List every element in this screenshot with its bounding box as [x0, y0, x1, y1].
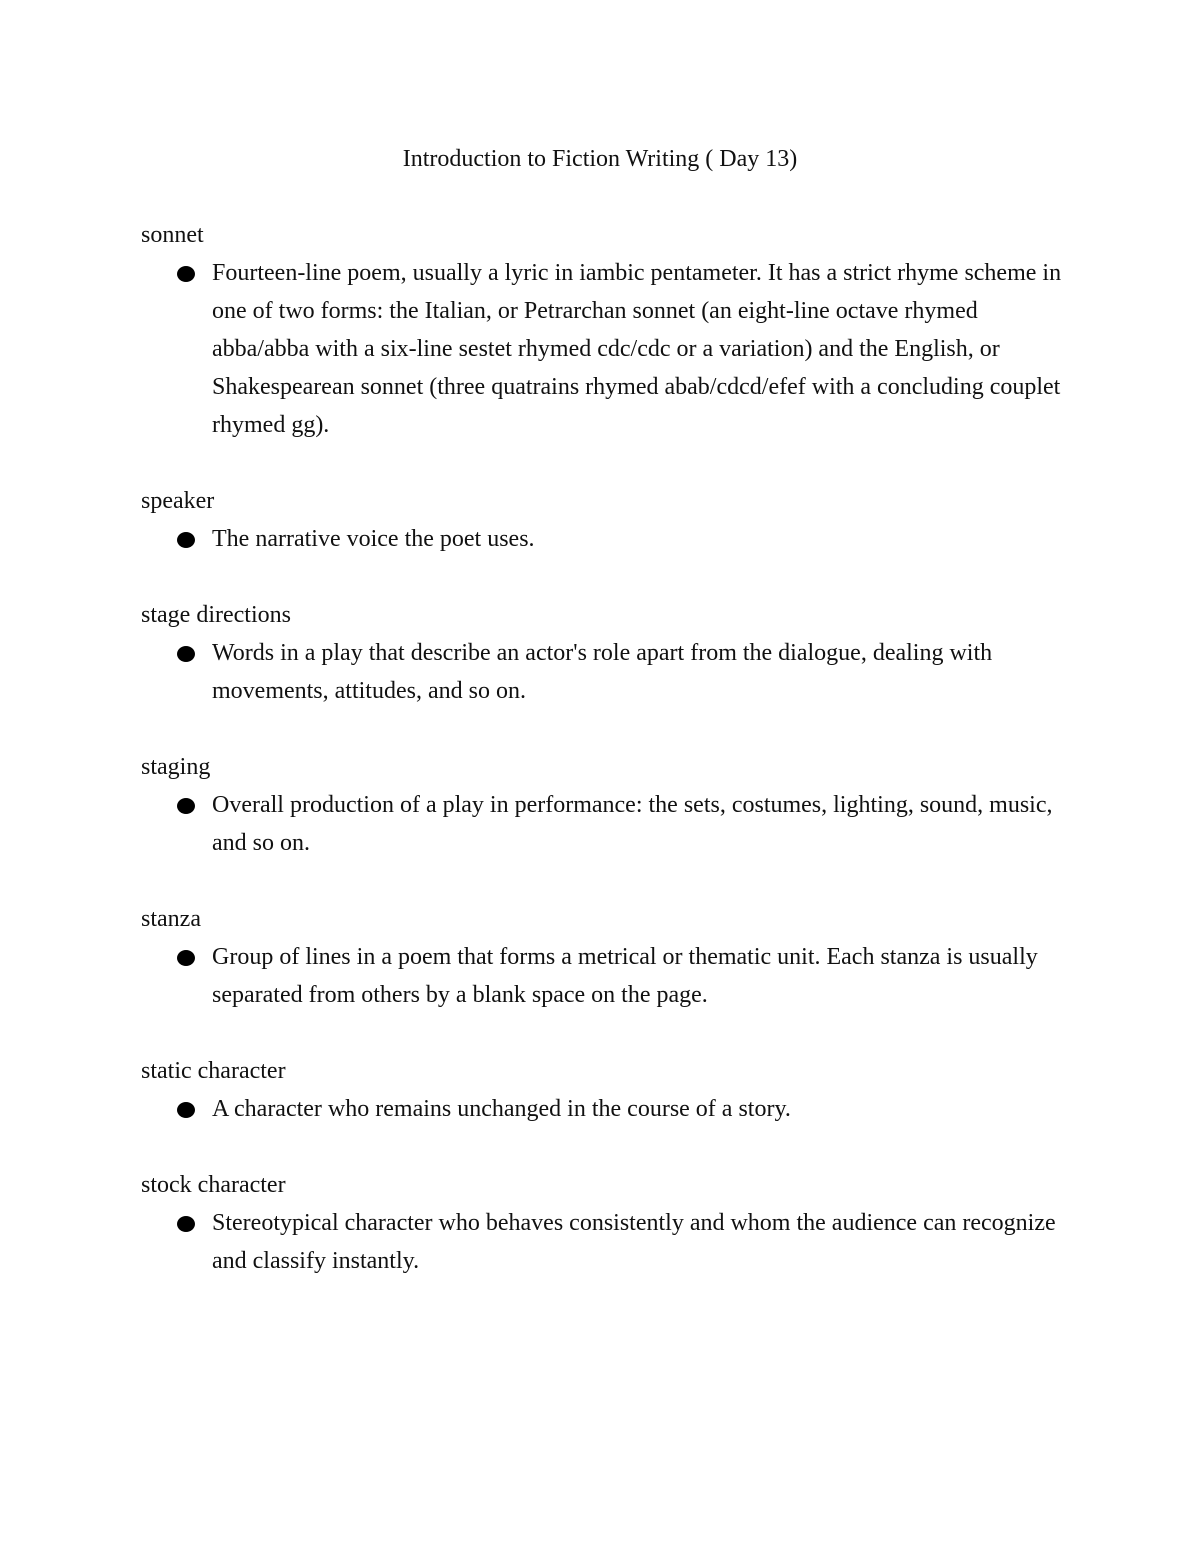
- definition-list: [141, 1090, 1071, 1128]
- term-label: static character: [141, 1058, 286, 1084]
- definition-list: [141, 254, 1071, 444]
- definition-text: A character who remains unchanged in the course of a story.: [212, 1096, 791, 1122]
- bullet-icon: [177, 1216, 195, 1232]
- glossary-entry-sonnet: [141, 216, 1071, 444]
- definition-list: [141, 520, 1071, 558]
- glossary-entry-stock-character: [141, 1166, 1071, 1280]
- definition-item: [141, 938, 1071, 1014]
- glossary-entry-stanza: [141, 900, 1071, 1014]
- definition-text: Fourteen-line poem, usually a lyric in iambic pentameter. It has a strict rhyme scheme in one of two forms: the Italian, or Petrarchan sonnet (an eight-line octave rhymed abba/abba with a six-line sestet rhymed cdc/cdc or a variation) and the English, or Shakespearean sonnet (three quatrains rhymed abab/cdcd/efef with a concluding couplet rhymed gg).: [212, 260, 1062, 438]
- bullet-icon: [177, 1102, 195, 1118]
- definition-text: Words in a play that describe an actor's role apart from the dialogue, dealing with movements, attitudes, and so on.: [212, 640, 993, 704]
- term-label: sonnet: [141, 222, 204, 248]
- page-title: Introduction to Fiction Writing ( Day 13): [402, 146, 798, 172]
- term-label: speaker: [141, 488, 215, 514]
- bullet-icon: [177, 950, 195, 966]
- term-label: stage directions: [141, 602, 291, 628]
- definition-item: [141, 1204, 1071, 1280]
- definition-list: [141, 938, 1071, 1014]
- bullet-icon: [177, 646, 195, 662]
- definition-item: [141, 254, 1071, 444]
- glossary-list: [141, 216, 1071, 1318]
- definition-list: [141, 634, 1071, 710]
- glossary-entry-staging: [141, 748, 1071, 862]
- bullet-icon: [177, 266, 195, 282]
- definition-item: [141, 786, 1071, 862]
- glossary-entry-stage-directions: [141, 596, 1071, 710]
- definition-text: The narrative voice the poet uses.: [212, 526, 535, 552]
- definition-list: [141, 786, 1071, 862]
- bullet-icon: [177, 532, 195, 548]
- glossary-entry-static-character: [141, 1052, 1071, 1128]
- definition-item: [141, 1090, 1071, 1128]
- term-label: staging: [141, 754, 211, 780]
- definition-item: [141, 634, 1071, 710]
- definition-text: Stereotypical character who behaves consistently and whom the audience can recognize and classify instantly.: [212, 1210, 1056, 1274]
- definition-list: [141, 1204, 1071, 1280]
- definition-text: Group of lines in a poem that forms a metrical or thematic unit. Each stanza is usually separated from others by a blank space on the page.: [212, 944, 1038, 1008]
- bullet-icon: [177, 798, 195, 814]
- term-label: stock character: [141, 1172, 286, 1198]
- term-label: stanza: [141, 906, 201, 932]
- definition-item: [141, 520, 1071, 558]
- glossary-entry-speaker: [141, 482, 1071, 558]
- definition-text: Overall production of a play in performance: the sets, costumes, lighting, sound, music, and so on.: [212, 792, 1053, 856]
